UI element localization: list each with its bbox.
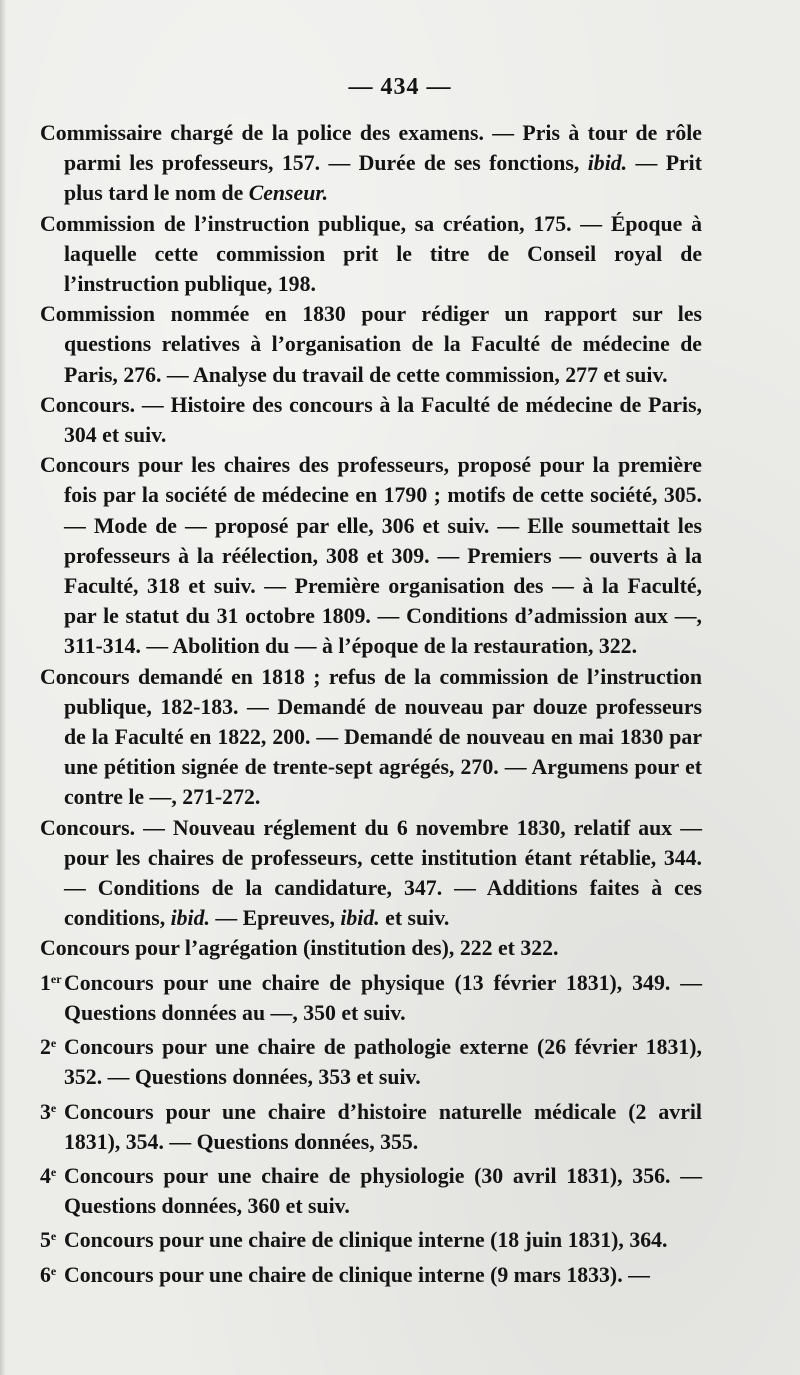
entry-ordinal: [40, 1221, 64, 1255]
entry-ordinal: [40, 1093, 64, 1127]
entry-text: Commission de l’instruction publique, sa création, 175. — Époque à laquelle cette commission prit le titre de Conseil royal de l’instruction publique, 198.: [40, 211, 702, 297]
index-entry: [40, 813, 702, 934]
entry-text: Concours pour une chaire de pathologie externe (26 février 1831), 352. — Questions données, 353 et suiv.: [64, 1035, 702, 1090]
page-number: — 434 —: [348, 74, 452, 100]
entry-text: Concours pour une chaire de clinique interne (9 mars 1833). —: [64, 1262, 650, 1287]
italic-reference: ibid.: [587, 151, 628, 176]
entry-text: Concours pour une chaire de physique (13 février 1831), 349. — Questions données au —, 350 et suiv.: [64, 970, 702, 1025]
entry-ordinal: [40, 1028, 64, 1062]
entry-text: Commissaire chargé de la police des examens. — Pris à tour de rôle parmi les professeurs, 157. — Durée de ses fonctions,: [40, 121, 702, 176]
entry-ordinal: [40, 1157, 64, 1191]
entry-ordinal: [40, 964, 64, 998]
ordinal-number: 2: [40, 1035, 51, 1060]
entry-text: et suiv.: [379, 906, 450, 931]
index-entry: [40, 1093, 702, 1157]
ordinal-suffix: e: [50, 1100, 57, 1115]
entry-text: — Epreuves,: [209, 906, 341, 931]
page-edge-shadow: [0, 0, 6, 1375]
ordinal-suffix: e: [50, 1164, 57, 1179]
index-entries: [40, 118, 702, 1290]
entry-text: — Prit plus tard le nom de: [64, 151, 702, 206]
index-entry: [40, 1221, 702, 1255]
italic-reference: ibid.: [340, 906, 380, 931]
italic-reference: ibid.: [170, 906, 210, 931]
index-entry: [40, 662, 702, 813]
ordinal-number: 4: [40, 1163, 51, 1188]
ordinal-number: 1: [40, 970, 51, 995]
index-entry: [40, 299, 702, 390]
entry-text: Concours pour l’agrégation (institution des), 222 et 322.: [40, 936, 559, 961]
index-entry: [40, 1157, 702, 1221]
ordinal-suffix: e: [50, 1036, 57, 1051]
entry-text: Concours demandé en 1818 ; refus de la commission de l’instruction publique, 182-183. — Demandé de nouveau par douze professeurs de la Faculté en 1822, 200. — Demandé de nouveau en mai 1830 par une pétition signée de trente-sept agrégés, 270. — Argumens pour et contre le —, 271-272.: [40, 664, 702, 810]
ordinal-number: 3: [40, 1099, 51, 1124]
entry-text: Concours pour les chaires des professeurs, proposé pour la première fois par la société de médecine en 1790 ; motifs de cette société, 305. — Mode de — proposé par elle, 306 et suiv. — Elle soumettait les professeurs à la réélection, 308 et 309. — Premiers — ouverts à la Faculté, 318 et suiv. — Première organisation des — à la Faculté, par le statut du 31 octobre 1809. — Conditions d’admission aux —, 311-314. — Abolition du — à l’époque de la restauration, 322.: [40, 453, 702, 659]
ordinal-suffix: e: [50, 1263, 57, 1278]
ordinal-suffix: er: [50, 971, 62, 986]
ordinal-suffix: e: [50, 1229, 57, 1244]
index-entry: [40, 390, 702, 450]
index-entry: [40, 933, 702, 963]
index-entry: [40, 118, 702, 209]
italic-reference: Censeur.: [248, 181, 329, 206]
index-entry: [40, 1256, 702, 1290]
entry-text: Concours pour une chaire de physiologie (30 avril 1831), 356. — Questions données, 360 et suiv.: [64, 1163, 702, 1219]
entry-text: Commission nommée en 1830 pour rédiger un rapport sur les questions relatives à l’organisation de la Faculté de médecine de Paris, 276. — Analyse du travail de cette commission, 277 et suiv.: [40, 302, 702, 387]
ordinal-number: 6: [40, 1262, 51, 1287]
index-entry: [40, 1028, 702, 1092]
entry-text: Concours pour une chaire d’histoire naturelle médicale (2 avril 1831), 354. — Questions données, 355.: [64, 1099, 702, 1154]
index-entry: [40, 450, 702, 661]
index-entry: [40, 964, 702, 1028]
index-entry: [40, 209, 702, 300]
entry-text: Concours. — Histoire des concours à la Faculté de médecine de Paris, 304 et suiv.: [40, 392, 702, 448]
entry-text: Concours pour une chaire de clinique interne (18 juin 1831), 364.: [64, 1228, 668, 1253]
entry-text: Concours. — Nouveau réglement du 6 novembre 1830, relatif aux — pour les chaires de professeurs, cette institution étant rétablie, 344. — Conditions de la candidature, 347. — Additions faites à ces conditions,: [40, 815, 702, 931]
entry-ordinal: [40, 1256, 64, 1290]
ordinal-number: 5: [40, 1228, 51, 1253]
